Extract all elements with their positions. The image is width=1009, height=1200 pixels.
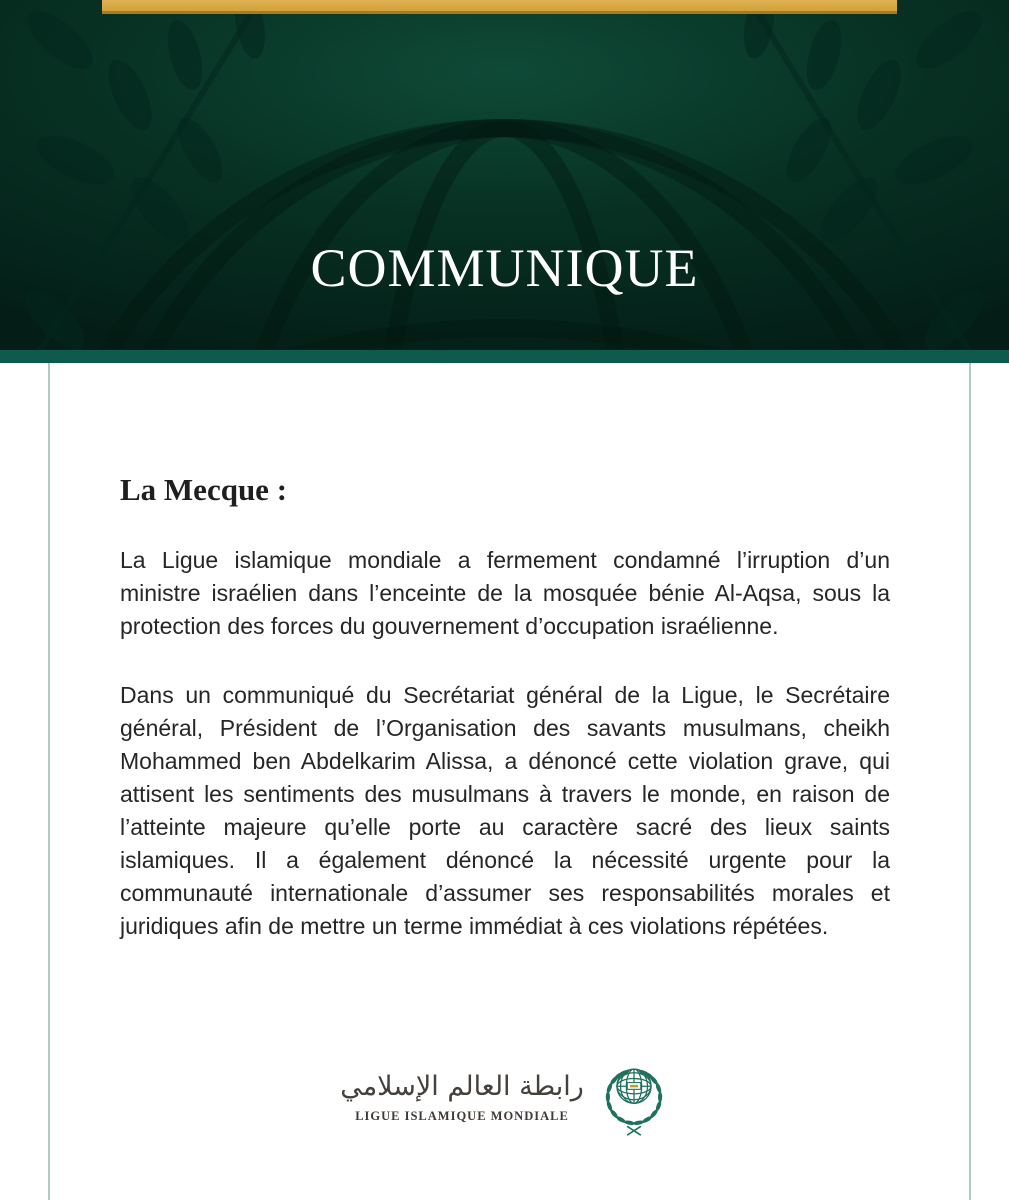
paragraph-1: La Ligue islamique mondiale a fermement condamné l’irruption d’un ministre israélien dans l’enceinte de la mosquée bénie Al-Aqsa, sous la protection des forces du gouvernement d’occupation israélienne. [120,546,890,639]
globe-laurel-wreath-icon [598,1055,670,1139]
gold-accent-bar [102,0,897,14]
communique-body [120,363,890,1139]
dateline-heading: La Mecque : [120,472,288,507]
header-banner [0,0,1009,350]
organization-logo [120,1055,890,1139]
logo-latin-name: LIGUE ISLAMIQUE MONDIALE [355,1109,569,1124]
teal-divider [0,350,1009,363]
logo-text-block [340,1069,584,1124]
sheet-border-left [48,363,50,1200]
page-title: COMMUNIQUE [310,238,699,298]
paragraph-2: Dans un communiqué du Secrétariat général de la Ligue, le Secrétaire général, Président de l’Organisation des savants musulmans, cheikh Mohammed ben Abdelkarim Alissa, a dénoncé cette violation grave, qui attisent les sentiments des musulmans à travers le monde, en raison de l’atteinte majeure qu’elle porte au caractère sacré des lieux saints islamiques. Il a également dénoncé la nécessité urgente pour la communauté internationale d’assumer ses responsabilités morales et juridiques afin de mettre un terme immédiat à ces violations répétées. [120,681,890,939]
logo-arabic-name: رابطة العالم الإسلامي [340,1071,584,1103]
sheet-border-right [969,363,971,1200]
